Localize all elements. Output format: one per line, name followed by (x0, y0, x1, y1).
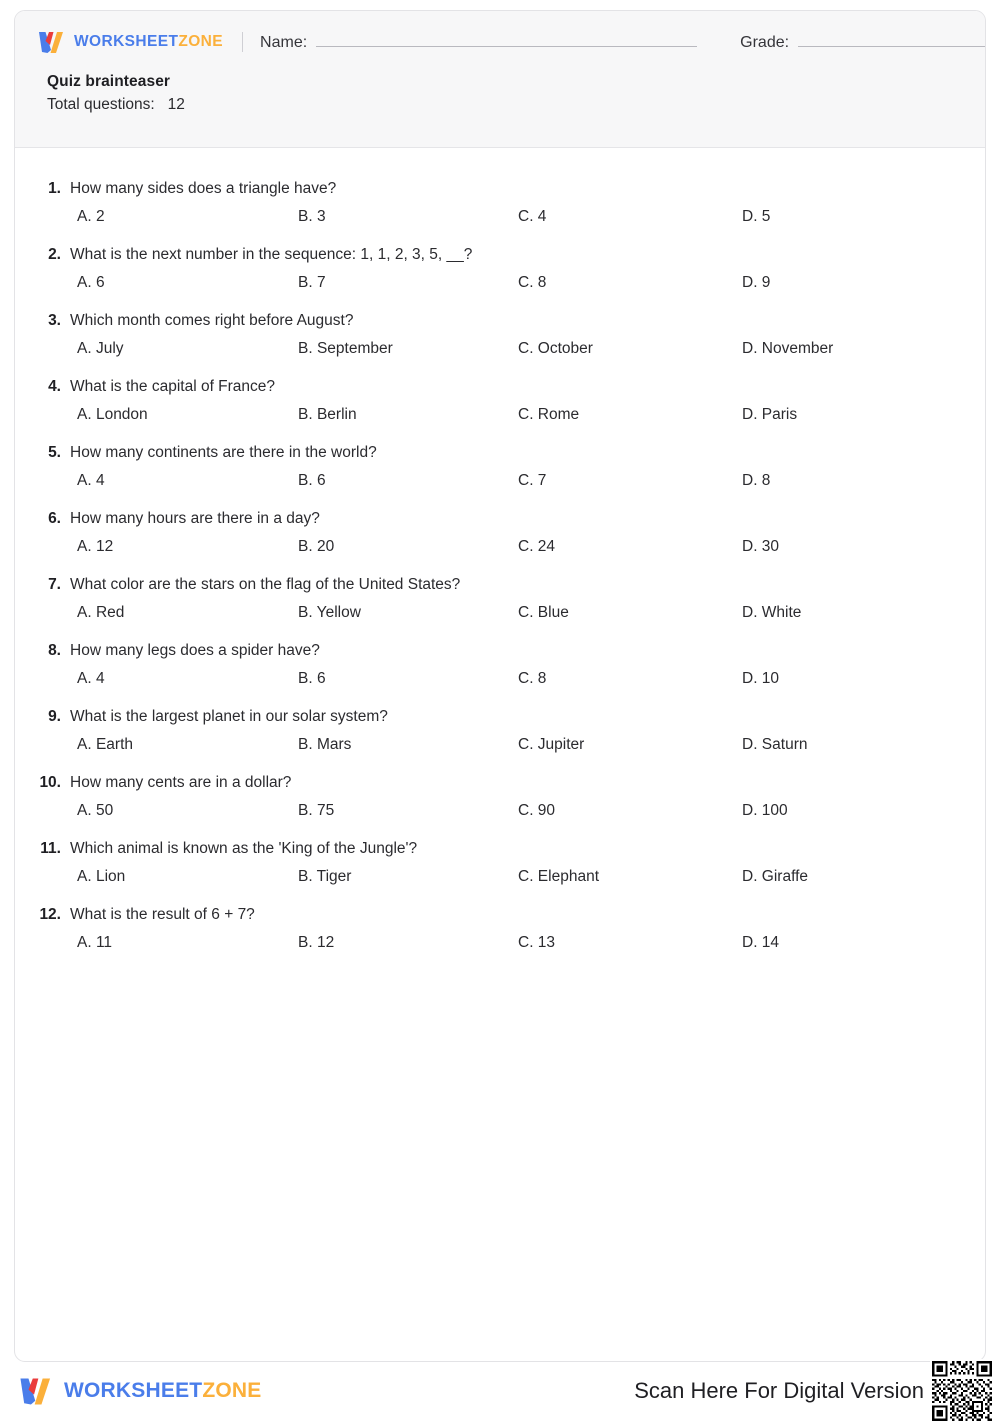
footer-scan-area (634, 1359, 994, 1423)
option-row (15, 406, 985, 424)
question-number: 6. (48, 510, 61, 527)
question-item (15, 173, 985, 226)
footer-brand-wordmark (64, 1379, 261, 1403)
option-a[interactable]: A. Red (77, 604, 125, 621)
option-c[interactable]: C. 8 (518, 670, 547, 687)
question-line (15, 833, 985, 864)
question-text: Which animal is known as the 'King of the Jungle'? (70, 840, 418, 857)
page-footer (0, 1368, 1000, 1414)
option-d[interactable]: D. 8 (742, 472, 771, 489)
option-d[interactable]: D. Giraffe (742, 868, 809, 885)
question-text: What is the capital of France? (70, 378, 276, 395)
header-top-row (15, 11, 985, 55)
option-c[interactable]: C. 24 (518, 538, 556, 555)
option-c[interactable]: C. Blue (518, 604, 569, 621)
grade-input-line[interactable] (798, 32, 986, 47)
option-row (15, 340, 985, 358)
grade-field (740, 32, 986, 52)
option-b[interactable]: B. 3 (298, 208, 326, 225)
option-row (15, 802, 985, 820)
option-b[interactable]: B. Mars (298, 736, 352, 753)
option-d[interactable]: D. 100 (742, 802, 788, 819)
question-number: 7. (48, 576, 61, 593)
question-text: What is the next number in the sequence: 1, 1, 2, 3, 5, __? (70, 246, 473, 263)
question-number: 8. (48, 642, 61, 659)
option-a[interactable]: A. 12 (77, 538, 114, 555)
option-b[interactable]: B. Yellow (298, 604, 361, 621)
question-line (15, 569, 985, 600)
option-c[interactable]: C. 90 (518, 802, 556, 819)
option-b[interactable]: B. September (298, 340, 393, 357)
question-item (15, 767, 985, 820)
name-input-line[interactable] (316, 32, 697, 47)
footer-wordmark-worksheet: WORKSHEET (64, 1379, 203, 1402)
question-text: Which month comes right before August? (70, 312, 354, 329)
option-row (15, 604, 985, 622)
brand-wordmark-worksheet: WORKSHEET (74, 33, 179, 50)
total-questions-label: Total questions: (47, 96, 155, 114)
question-item (15, 833, 985, 886)
option-d[interactable]: D. Paris (742, 406, 798, 423)
option-a[interactable]: A. London (77, 406, 148, 423)
option-d[interactable]: D. 9 (742, 274, 771, 291)
question-item (15, 569, 985, 622)
footer-wordmark-zone: ZONE (202, 1379, 262, 1402)
question-item (15, 371, 985, 424)
option-b[interactable]: B. 6 (298, 670, 326, 687)
option-a[interactable]: A. 6 (77, 274, 105, 291)
option-b[interactable]: B. 6 (298, 472, 326, 489)
scan-here-label: Scan Here For Digital Version (634, 1378, 924, 1403)
option-row (15, 208, 985, 226)
question-line (15, 701, 985, 732)
question-number: 12. (39, 906, 61, 923)
question-number: 9. (48, 708, 61, 725)
total-questions-value: 12 (167, 96, 185, 114)
brand-wordmark (74, 33, 223, 51)
option-d[interactable]: D. 5 (742, 208, 771, 225)
question-number: 11. (40, 840, 61, 857)
option-a[interactable]: A. Lion (77, 868, 126, 885)
option-a[interactable]: A. 50 (77, 802, 114, 819)
question-number: 2. (48, 246, 61, 263)
question-text: How many continents are there in the world? (70, 444, 377, 461)
option-d[interactable]: D. 14 (742, 934, 780, 951)
option-c[interactable]: C. October (518, 340, 593, 357)
total-questions-line (47, 93, 985, 117)
question-line (15, 305, 985, 336)
option-b[interactable]: B. 75 (298, 802, 335, 819)
option-a[interactable]: A. July (77, 340, 124, 357)
question-line (15, 437, 985, 468)
worksheet-title: Quiz brainteaser (47, 73, 171, 90)
question-item (15, 305, 985, 358)
option-a[interactable]: A. 4 (77, 472, 105, 489)
option-row (15, 274, 985, 292)
option-row (15, 538, 985, 556)
question-item (15, 635, 985, 688)
option-c[interactable]: C. 13 (518, 934, 556, 951)
question-text: What is the largest planet in our solar system? (70, 708, 388, 725)
option-c[interactable]: C. Rome (518, 406, 580, 423)
qr-code-icon[interactable] (930, 1359, 994, 1423)
option-row (15, 934, 985, 952)
worksheet-zone-w-logo-icon (37, 30, 67, 55)
question-text: What is the result of 6 + 7? (70, 906, 255, 923)
question-line (15, 239, 985, 270)
name-label: Name: (260, 34, 308, 51)
option-d[interactable]: D. 10 (742, 670, 780, 687)
option-a[interactable]: A. 2 (77, 208, 105, 225)
option-a[interactable]: A. 11 (77, 934, 113, 951)
question-line (15, 371, 985, 402)
question-number: 3. (48, 312, 61, 329)
questions-list (15, 148, 985, 952)
brand-wordmark-zone: ZONE (178, 33, 224, 50)
option-b[interactable]: B. 7 (298, 274, 326, 291)
question-item (15, 503, 985, 556)
option-b[interactable]: B. Berlin (298, 406, 357, 423)
option-row (15, 868, 985, 886)
question-line (15, 767, 985, 798)
question-text: How many hours are there in a day? (70, 510, 320, 527)
worksheet-title-block (15, 55, 985, 117)
option-c[interactable]: C. 4 (518, 208, 547, 225)
option-c[interactable]: C. Jupiter (518, 736, 585, 753)
option-b[interactable]: B. 12 (298, 934, 335, 951)
grade-label: Grade: (740, 34, 790, 51)
question-line (15, 503, 985, 534)
question-text: How many sides does a triangle have? (70, 180, 337, 197)
option-a[interactable]: A. Earth (77, 736, 133, 753)
brand-logo (37, 30, 223, 55)
worksheet-header (15, 11, 985, 148)
worksheet-card (14, 10, 986, 1362)
question-item (15, 899, 985, 952)
option-d[interactable]: D. November (742, 340, 834, 357)
question-item (15, 701, 985, 754)
question-text: How many legs does a spider have? (70, 642, 320, 659)
question-text: How many cents are in a dollar? (70, 774, 292, 791)
option-b[interactable]: B. 20 (298, 538, 335, 555)
option-c[interactable]: C. Elephant (518, 868, 599, 885)
question-number: 1. (48, 180, 61, 197)
option-a[interactable]: A. 4 (77, 670, 105, 687)
option-c[interactable]: C. 8 (518, 274, 547, 291)
question-line (15, 899, 985, 930)
option-d[interactable]: D. Saturn (742, 736, 808, 753)
worksheet-zone-w-logo-icon (18, 1376, 55, 1407)
option-row (15, 472, 985, 490)
header-divider (242, 32, 243, 52)
question-number: 10. (39, 774, 61, 791)
name-field (260, 32, 697, 52)
option-d[interactable]: D. 30 (742, 538, 780, 555)
option-row (15, 736, 985, 754)
question-item (15, 437, 985, 490)
question-number: 4. (48, 378, 61, 395)
question-line (15, 173, 985, 204)
footer-brand-logo (18, 1376, 261, 1407)
question-line (15, 635, 985, 666)
option-c[interactable]: C. 7 (518, 472, 547, 489)
option-d[interactable]: D. White (742, 604, 802, 621)
question-text: What color are the stars on the flag of the United States? (70, 576, 461, 593)
question-number: 5. (48, 444, 61, 461)
option-b[interactable]: B. Tiger (298, 868, 352, 885)
option-row (15, 670, 985, 688)
question-item (15, 239, 985, 292)
